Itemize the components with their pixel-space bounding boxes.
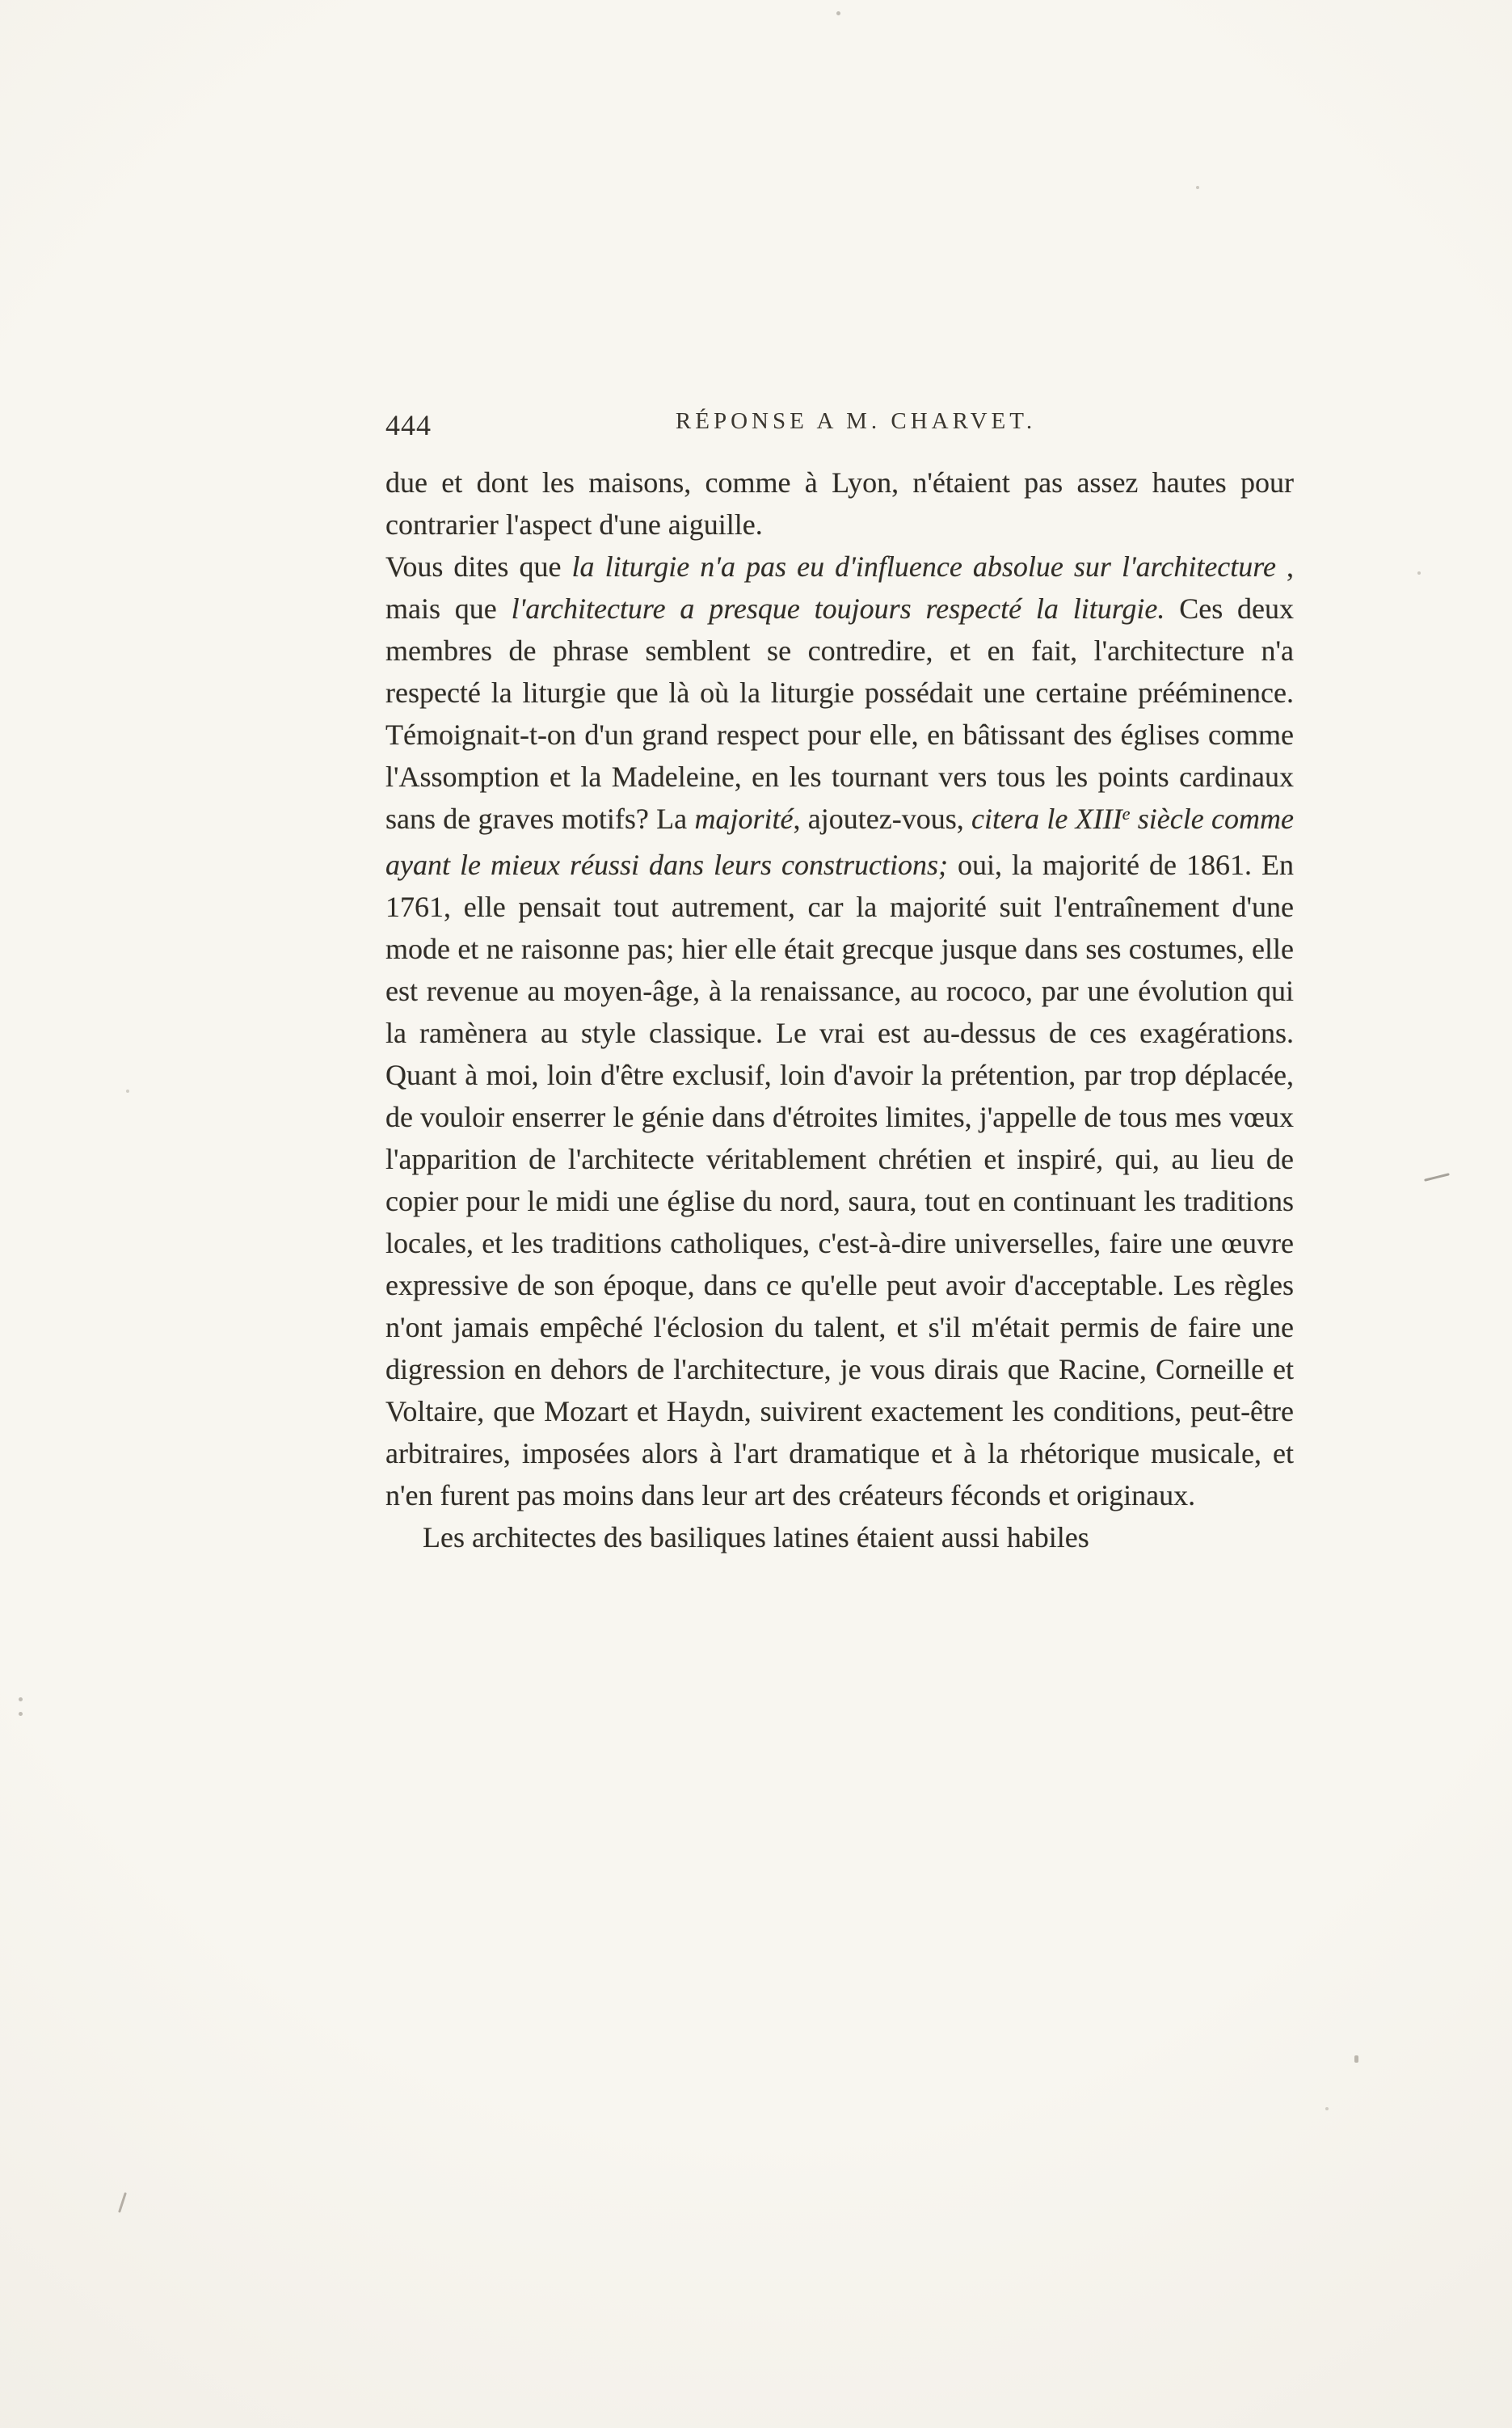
text-segment: , mais que xyxy=(385,550,1295,625)
text-segment: e xyxy=(1122,803,1131,824)
body-text xyxy=(385,462,1294,1558)
text-segment: siècle comme ayant le mieux réussi dans leurs constructions; xyxy=(385,803,1295,881)
text-segment: Les architectes des basiliques latines étaient aussi habiles xyxy=(423,1521,1089,1553)
scan-artifact xyxy=(836,11,840,15)
text-segment: Ces deux membres de phrase semblent se contredire, et en fait, l'architecture n'a respecté la liturgie que là où la liturgie possédait une certaine prééminence. Témoignait-t-on d'un grand respect pour elle, en bâtissant des églises comme l'Assomption et la Madeleine, en les tournant vers tous les points cardinaux sans de graves motifs? La xyxy=(385,592,1294,835)
text-segment: , ajoutez-vous, xyxy=(793,803,972,835)
scan-artifact xyxy=(19,1712,23,1716)
scan-artifact xyxy=(1196,186,1199,189)
page-number: 444 xyxy=(385,409,432,441)
text-segment: oui, la majorité de 1861. En 1761, elle pensait tout autrement, car la majorité suit l'entraînement d'une mode et ne raisonne pas; hier elle était grecque jusque dans ses costumes, elle est revenue au moyen-âge, à la renaissance, au rococo, par une évolution qui la ramènera au style classique. Le vrai est au-dessus de ces exagérations. Quant à moi, loin d'être exclusif, loin d'avoir la prétention, par trop déplacée, de vouloir enserrer le génie dans d'étroites limites, j'appelle de tous mes vœux l'apparition de l'architecte véritablement chrétien et inspiré, qui, au lieu de copier pour le midi une église du nord, saura, tout en continuant les traditions locales, et les traditions catholiques, c'est-à-dire universelles, faire une œuvre expressive de son époque, dans ce qu'elle peut avoir d'acceptable. Les règles n'ont jamais empêché l'éclosion du talent, et s'il m'était permis de faire une digression en dehors de l'architecture, je vous dirais que Racine, Corneille et Voltaire, que Mozart et Haydn, suivirent exactement les conditions, peut-être arbitraires, imposées alors à l'art dramatique et à la rhétorique musicale, et n'en furent pas moins dans leur art des créateurs féconds et originaux. xyxy=(385,849,1295,1511)
paragraph xyxy=(385,1516,1294,1558)
text-segment: la liturgie n'a pas eu d'influence absolue sur l'architecture xyxy=(571,550,1276,583)
text-block xyxy=(385,408,1294,1558)
running-title: RÉPONSE A M. CHARVET. xyxy=(675,408,1037,434)
paragraph xyxy=(385,546,1294,1516)
scan-artifact xyxy=(118,2192,127,2213)
text-segment: Vous dites que xyxy=(385,550,572,583)
text-segment: majorité xyxy=(694,803,794,835)
paragraph xyxy=(385,462,1294,546)
page-header xyxy=(385,408,1294,444)
scan-artifact xyxy=(126,1090,129,1093)
text-segment: l'architecture a presque toujours respecté la liturgie. xyxy=(511,592,1165,625)
text-segment: citera le XIII xyxy=(971,803,1122,835)
scan-artifact xyxy=(1325,2107,1329,2110)
scan-artifact xyxy=(19,1697,23,1701)
scan-artifact xyxy=(1354,2055,1358,2063)
scan-artifact xyxy=(1417,571,1421,575)
text-segment: due et dont les maisons, comme à Lyon, n'étaient pas assez hautes pour contrarier l'aspect d'une aiguille. xyxy=(385,466,1294,541)
scan-artifact xyxy=(1424,1173,1450,1182)
